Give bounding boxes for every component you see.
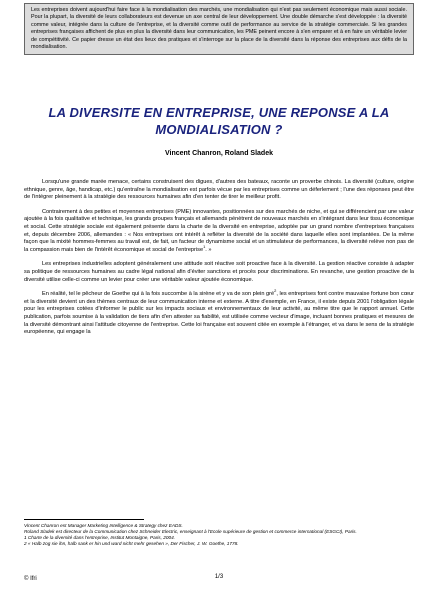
- article-authors: Vincent Chanron, Roland Sladek: [164, 150, 273, 157]
- article-body: [24, 179, 414, 344]
- footnote: Vincent Chanron est Manager Marketing Intelligence & Strategy chez EADS.: [24, 523, 183, 528]
- abstract-text: Les entreprises doivent aujourd'hui faire face à la mondialisation des marchés, une mondialisation qui n'est pas seulement économique mais aussi sociale. Pour la plupart, la diversité de leurs collaborateurs est devenue un axe central de leur développement. Une double démarche s'est développée : la diversité comme valeur, intégrée dans la culture de l'entreprise, et la diversité comme outil de performance au service de la stratégie commerciale. Si les grandes entreprises françaises affichent de plus en plus la diversité dans leur communication, les PME peinent encore à s'en emparer et à en faire un véritable levier de compétitivité. Ce papier dresse un état des lieux des pratiques et s'interroge sur la place de la diversité dans la réponse des entreprises aux défis de la mondialisation.: [31, 7, 407, 51]
- paragraph: En réalité, tel le pêcheur de Goethe qui à la fois succombe à la sirène et y va de son plein gré$^2$, les entreprises font contre mauvaise fortune bon cœur et la diversité devient un des thèmes centraux de leur communication interne et externe. A titre d'exemple, en France, il existe depuis 2001 l'obligation légale pour les entreprises cotées d'informer le public sur les impacts sociaux et environnementaux de leur activité, au même titre que le rapport annuel. Cette publication, parfois soumise à la validation de tiers afin d'en attester sa fiabilité, est utilisée comme vecteur d'image, incluant bonnes pratiques et mesures de la diversité démontrant ainsi l'attitude citoyenne de l'entreprise. Cette loi française est souvent citée en exemple à l'étranger, et va dans le sens de la stratégie européenne, qui engage la: [24, 288, 414, 336]
- paragraph: Lorsqu'une grande marée menace, certains construisent des digues, d'autres des bateaux, raconte un proverbe chinois. La diversité (culture, origine ethnique, genre, âge, handicap, etc.) qu'entraîne la mondialisation est parfois vécue par les entreprises comme un déferlement ; l'une des réponses peut être de l'intégrer pleinement à la stratégie des ressources humaines afin d'en tenter de tirer le meilleur profit.: [24, 179, 414, 201]
- footnotes: [24, 523, 414, 547]
- footnote: 2 « Halb zog sie ihn, halb sank er hin und ward nicht mehr gesehen », Der Fischer, J. W. Goethe, 1778.: [24, 541, 239, 546]
- footnote-ref: 2: [274, 288, 277, 294]
- paragraph: Les entreprises industrielles adoptent généralement une attitude soit réactive soit proactive face à la diversité. La gestion réactive consiste à adapter sa politique de ressources humaines au cadre légal national afin d'éviter sanctions et procès pour discriminations. En revanche, une gestion proactive de la diversité utilise celle-ci comme un levier pour créer une véritable valeur ajoutée économique.: [24, 261, 414, 283]
- footnote: 1 Charte de la diversité dans l'entreprise, Institut Montaigne, Paris, 2004.: [24, 535, 175, 540]
- page-number: 1/3: [214, 574, 224, 580]
- article-title: LA DIVERSITE EN ENTREPRISE, UNE REPONSE A LA MONDIALISATION ?: [48, 105, 390, 137]
- footnote-divider: [24, 519, 144, 520]
- paragraph: Contrairement à des petites et moyennes entreprises (PME) innovantes, positionnées sur des marchés de niche, et qui se différencient par une valeur ajoutée à la fois qualitative et technique, les grands groupes français et allemands pénètrent de nouveaux marchés en s'intégrant dans leur tissu économique et social. Cette stratégie sociale est également présente dans la charte de la diversité en entreprise, adoptée par un grand nombre d'entreprises françaises et, depuis décembre 2006, allemandes : « Nos entreprises ont intérêt à refléter la diversité de la société dans laquelle elles sont implantées. De la même façon que la mixité hommes-femmes au travail est, de fait, un facteur de dynamisme social et un stimulateur de performances, la diversité relève non pas de la compassion mais bien de l'intérêt économique et social de l'entreprise$^1$. »: [24, 208, 414, 253]
- footnote-ref: 1: [203, 243, 206, 249]
- footnote: Roland Sladek est directeur de la Communication chez Schneider Electric, enseignant à l'Ecole supérieure de gestion et commerce international (ESGCI), Paris.: [24, 529, 357, 534]
- logo-text: © Ifri: [24, 576, 37, 582]
- abstract-box: [24, 3, 414, 55]
